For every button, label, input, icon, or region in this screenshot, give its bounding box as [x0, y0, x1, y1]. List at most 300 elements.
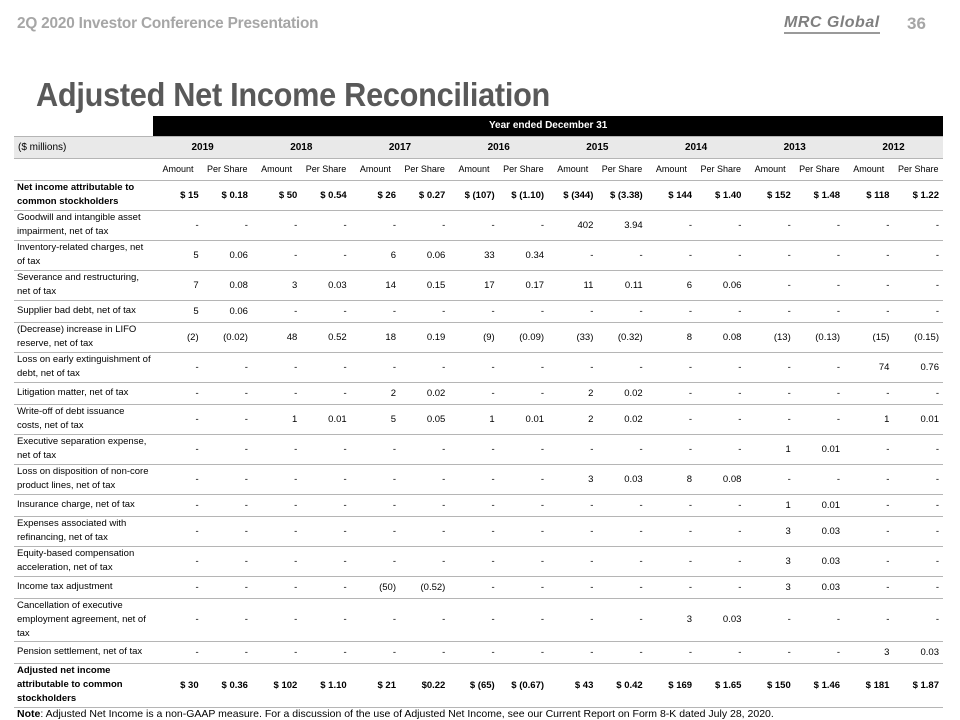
amount-cell: -: [449, 598, 498, 641]
per-share-cell: -: [400, 494, 449, 516]
amount-cell: -: [548, 434, 597, 464]
per-share-cell: 0.76: [893, 352, 943, 382]
row-label: Adjusted net income attributable to common stockholders: [14, 663, 153, 707]
per-share-cell: $ 0.42: [597, 663, 646, 707]
per-share-cell: 0.01: [301, 404, 350, 434]
amount-cell: (50): [351, 576, 400, 598]
amount-cell: -: [252, 516, 301, 546]
per-share-cell: -: [499, 546, 548, 576]
amount-cell: -: [844, 300, 893, 322]
year-header: 2019: [153, 136, 252, 158]
per-share-cell: -: [301, 494, 350, 516]
amount-cell: $ 150: [745, 663, 794, 707]
table-row: [14, 641, 943, 663]
amount-cell: $ 118: [844, 180, 893, 210]
amount-cell: 1: [252, 404, 301, 434]
amount-cell: -: [548, 516, 597, 546]
amount-cell: -: [449, 352, 498, 382]
per-share-cell: -: [400, 210, 449, 240]
per-share-subheader: Per Share: [795, 158, 844, 180]
amount-cell: -: [153, 576, 202, 598]
amount-cell: -: [844, 494, 893, 516]
amount-cell: -: [647, 404, 696, 434]
per-share-cell: -: [893, 494, 943, 516]
per-share-cell: -: [301, 382, 350, 404]
per-share-cell: $ 1.10: [301, 663, 350, 707]
amount-cell: -: [351, 546, 400, 576]
per-share-cell: -: [795, 352, 844, 382]
per-share-cell: 0.06: [203, 240, 252, 270]
per-share-cell: -: [696, 240, 745, 270]
per-share-cell: -: [400, 598, 449, 641]
per-share-cell: -: [203, 352, 252, 382]
amount-cell: (15): [844, 322, 893, 352]
table-row: [14, 434, 943, 464]
per-share-cell: -: [597, 352, 646, 382]
amount-subheader: Amount: [647, 158, 696, 180]
amount-cell: -: [351, 210, 400, 240]
per-share-cell: 0.01: [499, 404, 548, 434]
per-share-cell: -: [696, 494, 745, 516]
amount-subheader: Amount: [252, 158, 301, 180]
table-row: [14, 516, 943, 546]
amount-cell: -: [153, 494, 202, 516]
per-share-cell: -: [597, 516, 646, 546]
per-share-subheader: Per Share: [597, 158, 646, 180]
per-share-cell: -: [597, 576, 646, 598]
amount-cell: -: [449, 382, 498, 404]
amount-cell: 18: [351, 322, 400, 352]
per-share-subheader: Per Share: [696, 158, 745, 180]
amount-subheader: Amount: [449, 158, 498, 180]
row-label: Pension settlement, net of tax: [14, 641, 153, 663]
amount-cell: -: [153, 434, 202, 464]
amount-cell: $ 102: [252, 663, 301, 707]
per-share-cell: -: [400, 516, 449, 546]
amount-cell: -: [745, 210, 794, 240]
per-share-cell: -: [400, 464, 449, 494]
per-share-cell: 0.11: [597, 270, 646, 300]
amount-cell: 6: [351, 240, 400, 270]
per-share-cell: -: [893, 576, 943, 598]
amount-cell: -: [844, 516, 893, 546]
amount-cell: 3: [647, 598, 696, 641]
subheader-row: [14, 158, 943, 180]
per-share-cell: 0.34: [499, 240, 548, 270]
amount-cell: 3: [745, 516, 794, 546]
per-share-cell: $ 1.40: [696, 180, 745, 210]
amount-cell: -: [252, 210, 301, 240]
per-share-cell: -: [499, 352, 548, 382]
amount-cell: -: [745, 598, 794, 641]
amount-cell: -: [252, 464, 301, 494]
per-share-cell: -: [893, 434, 943, 464]
amount-subheader: Amount: [153, 158, 202, 180]
table-row: [14, 270, 943, 300]
per-share-cell: 0.17: [499, 270, 548, 300]
amount-cell: -: [745, 464, 794, 494]
per-share-cell: 0.08: [696, 322, 745, 352]
per-share-cell: -: [400, 434, 449, 464]
per-share-cell: -: [597, 494, 646, 516]
amount-subheader: Amount: [548, 158, 597, 180]
per-share-cell: -: [203, 576, 252, 598]
per-share-cell: $0.22: [400, 663, 449, 707]
per-share-cell: 0.02: [400, 382, 449, 404]
amount-cell: -: [153, 464, 202, 494]
per-share-cell: 0.08: [696, 464, 745, 494]
amount-cell: $ 30: [153, 663, 202, 707]
per-share-cell: -: [400, 300, 449, 322]
amount-cell: -: [548, 240, 597, 270]
amount-cell: -: [548, 576, 597, 598]
per-share-cell: -: [696, 516, 745, 546]
per-share-cell: -: [795, 598, 844, 641]
per-share-subheader: Per Share: [400, 158, 449, 180]
amount-cell: -: [647, 494, 696, 516]
amount-cell: 2: [351, 382, 400, 404]
amount-cell: $ 50: [252, 180, 301, 210]
per-share-cell: $ 1.22: [893, 180, 943, 210]
amount-cell: -: [153, 598, 202, 641]
per-share-cell: -: [203, 598, 252, 641]
amount-cell: -: [745, 352, 794, 382]
per-share-cell: -: [696, 352, 745, 382]
per-share-cell: -: [499, 641, 548, 663]
footnote: [17, 708, 774, 720]
row-label: Supplier bad debt, net of tax: [14, 300, 153, 322]
amount-subheader: Amount: [745, 158, 794, 180]
amount-cell: -: [449, 300, 498, 322]
per-share-cell: -: [795, 270, 844, 300]
amount-cell: $ (344): [548, 180, 597, 210]
amount-cell: -: [351, 434, 400, 464]
per-share-cell: -: [301, 546, 350, 576]
per-share-cell: -: [597, 434, 646, 464]
row-label: Income tax adjustment: [14, 576, 153, 598]
per-share-cell: 0.06: [400, 240, 449, 270]
table-row: [14, 210, 943, 240]
per-share-cell: -: [696, 210, 745, 240]
row-label: Cancellation of executive employment agreement, net of tax: [14, 598, 153, 641]
table-row: [14, 598, 943, 641]
amount-cell: -: [647, 641, 696, 663]
amount-cell: -: [844, 546, 893, 576]
amount-cell: -: [252, 300, 301, 322]
amount-cell: 14: [351, 270, 400, 300]
amount-cell: -: [252, 352, 301, 382]
per-share-cell: -: [893, 270, 943, 300]
amount-cell: (33): [548, 322, 597, 352]
amount-cell: -: [153, 516, 202, 546]
per-share-cell: -: [795, 382, 844, 404]
per-share-cell: -: [795, 404, 844, 434]
amount-cell: -: [252, 598, 301, 641]
row-label: Net income attributable to common stockholders: [14, 180, 153, 210]
per-share-cell: 0.06: [203, 300, 252, 322]
amount-cell: -: [252, 494, 301, 516]
amount-cell: 3: [745, 546, 794, 576]
amount-cell: $ 169: [647, 663, 696, 707]
per-share-cell: -: [893, 546, 943, 576]
per-share-cell: -: [696, 434, 745, 464]
per-share-cell: 0.03: [597, 464, 646, 494]
amount-cell: -: [844, 576, 893, 598]
amount-cell: 1: [745, 434, 794, 464]
table-row: [14, 576, 943, 598]
amount-cell: -: [351, 598, 400, 641]
amount-cell: -: [153, 352, 202, 382]
per-share-cell: -: [301, 240, 350, 270]
amount-cell: -: [351, 352, 400, 382]
per-share-cell: -: [696, 404, 745, 434]
amount-cell: 7: [153, 270, 202, 300]
amount-cell: -: [153, 382, 202, 404]
table-row: [14, 494, 943, 516]
amount-cell: -: [647, 434, 696, 464]
amount-cell: $ 181: [844, 663, 893, 707]
per-share-cell: (0.13): [795, 322, 844, 352]
amount-cell: -: [647, 240, 696, 270]
amount-cell: $ 43: [548, 663, 597, 707]
per-share-cell: -: [400, 546, 449, 576]
per-share-cell: 0.03: [893, 641, 943, 663]
footnote-prefix: Note: [17, 708, 41, 720]
amount-cell: -: [844, 464, 893, 494]
per-share-cell: -: [597, 546, 646, 576]
per-share-cell: $ 0.36: [203, 663, 252, 707]
per-share-cell: -: [499, 516, 548, 546]
per-share-cell: -: [696, 382, 745, 404]
per-share-cell: 0.06: [696, 270, 745, 300]
row-label: Equity-based compensation acceleration, net of tax: [14, 546, 153, 576]
per-share-cell: (0.52): [400, 576, 449, 598]
row-label: Insurance charge, net of tax: [14, 494, 153, 516]
per-share-cell: 0.03: [696, 598, 745, 641]
amount-cell: -: [252, 434, 301, 464]
year-band-row: [14, 116, 943, 136]
amount-cell: -: [449, 641, 498, 663]
per-share-cell: -: [795, 240, 844, 270]
per-share-cell: $ 0.18: [203, 180, 252, 210]
per-share-subheader: Per Share: [499, 158, 548, 180]
year-header: 2016: [449, 136, 548, 158]
unit-label: ($ millions): [14, 136, 153, 158]
per-share-cell: $ 1.46: [795, 663, 844, 707]
amount-cell: -: [844, 382, 893, 404]
page-number: 36: [907, 14, 926, 33]
amount-cell: $ 21: [351, 663, 400, 707]
table-row: [14, 322, 943, 352]
year-header: 2017: [351, 136, 450, 158]
table-row: [14, 663, 943, 707]
per-share-cell: -: [893, 464, 943, 494]
per-share-cell: 0.19: [400, 322, 449, 352]
table-row: [14, 240, 943, 270]
amount-subheader: Amount: [844, 158, 893, 180]
per-share-subheader: Per Share: [893, 158, 943, 180]
year-header-row: [14, 136, 943, 158]
amount-cell: -: [745, 300, 794, 322]
per-share-cell: -: [301, 641, 350, 663]
per-share-cell: $ 1.48: [795, 180, 844, 210]
row-label: Severance and restructuring, net of tax: [14, 270, 153, 300]
amount-cell: -: [647, 352, 696, 382]
per-share-cell: -: [203, 494, 252, 516]
per-share-cell: 0.03: [795, 546, 844, 576]
per-share-cell: -: [795, 300, 844, 322]
per-share-cell: -: [893, 210, 943, 240]
amount-cell: $ (107): [449, 180, 498, 210]
amount-cell: -: [252, 382, 301, 404]
amount-cell: -: [745, 382, 794, 404]
per-share-cell: 0.01: [795, 434, 844, 464]
amount-cell: -: [252, 576, 301, 598]
amount-cell: -: [449, 434, 498, 464]
per-share-cell: -: [499, 210, 548, 240]
amount-cell: $ 26: [351, 180, 400, 210]
per-share-cell: $ 1.65: [696, 663, 745, 707]
per-share-cell: 0.08: [203, 270, 252, 300]
year-header: 2012: [844, 136, 943, 158]
amount-cell: 2: [548, 382, 597, 404]
amount-cell: 17: [449, 270, 498, 300]
amount-cell: 8: [647, 322, 696, 352]
per-share-cell: -: [499, 300, 548, 322]
per-share-cell: -: [301, 598, 350, 641]
page-title: Adjusted Net Income Reconciliation: [36, 76, 551, 113]
amount-cell: 5: [153, 300, 202, 322]
amount-cell: (2): [153, 322, 202, 352]
per-share-cell: -: [795, 641, 844, 663]
per-share-cell: -: [301, 300, 350, 322]
amount-cell: -: [449, 516, 498, 546]
amount-cell: 3: [745, 576, 794, 598]
row-label: Executive separation expense, net of tax: [14, 434, 153, 464]
per-share-cell: $ (1.10): [499, 180, 548, 210]
per-share-cell: 0.03: [795, 576, 844, 598]
amount-cell: -: [647, 300, 696, 322]
amount-cell: -: [548, 494, 597, 516]
per-share-cell: -: [499, 576, 548, 598]
per-share-cell: 0.02: [597, 404, 646, 434]
amount-cell: -: [351, 300, 400, 322]
band-blank-cell: [14, 116, 153, 136]
amount-cell: 5: [351, 404, 400, 434]
amount-cell: -: [153, 210, 202, 240]
per-share-cell: -: [499, 382, 548, 404]
amount-cell: -: [449, 210, 498, 240]
per-share-cell: -: [203, 641, 252, 663]
per-share-cell: -: [301, 210, 350, 240]
table-row: [14, 546, 943, 576]
presentation-title: 2Q 2020 Investor Conference Presentation: [17, 15, 319, 32]
amount-cell: -: [745, 641, 794, 663]
amount-cell: -: [745, 404, 794, 434]
row-label: Litigation matter, net of tax: [14, 382, 153, 404]
per-share-cell: -: [696, 300, 745, 322]
amount-cell: -: [548, 300, 597, 322]
per-share-cell: -: [696, 546, 745, 576]
amount-cell: 74: [844, 352, 893, 382]
table-row: [14, 382, 943, 404]
reconciliation-table: [14, 116, 943, 708]
per-share-cell: -: [893, 382, 943, 404]
amount-cell: $ (65): [449, 663, 498, 707]
amount-cell: -: [548, 546, 597, 576]
per-share-cell: -: [400, 352, 449, 382]
amount-cell: -: [449, 494, 498, 516]
table-row: [14, 300, 943, 322]
amount-cell: 5: [153, 240, 202, 270]
per-share-cell: -: [301, 464, 350, 494]
per-share-cell: -: [203, 382, 252, 404]
row-label: Write-off of debt issuance costs, net of tax: [14, 404, 153, 434]
amount-cell: 1: [745, 494, 794, 516]
per-share-cell: -: [301, 516, 350, 546]
amount-cell: -: [351, 641, 400, 663]
per-share-cell: (0.32): [597, 322, 646, 352]
amount-cell: -: [844, 240, 893, 270]
amount-cell: -: [449, 464, 498, 494]
per-share-cell: (0.15): [893, 322, 943, 352]
per-share-cell: 0.15: [400, 270, 449, 300]
table-row: [14, 180, 943, 210]
amount-cell: 402: [548, 210, 597, 240]
amount-cell: -: [647, 382, 696, 404]
company-logo: MRC Global: [784, 14, 880, 34]
per-share-cell: -: [893, 598, 943, 641]
amount-cell: 3: [844, 641, 893, 663]
amount-cell: 2: [548, 404, 597, 434]
amount-cell: -: [153, 641, 202, 663]
amount-cell: -: [647, 210, 696, 240]
per-share-cell: -: [400, 641, 449, 663]
per-share-cell: -: [301, 434, 350, 464]
amount-cell: -: [844, 598, 893, 641]
amount-cell: 1: [449, 404, 498, 434]
amount-cell: -: [745, 240, 794, 270]
subheader-blank: [14, 158, 153, 180]
table-row: [14, 404, 943, 434]
amount-cell: -: [844, 434, 893, 464]
amount-cell: -: [252, 546, 301, 576]
amount-cell: -: [548, 641, 597, 663]
row-label: Goodwill and intangible asset impairment, net of tax: [14, 210, 153, 240]
per-share-cell: -: [203, 546, 252, 576]
per-share-cell: -: [499, 464, 548, 494]
year-header: 2013: [745, 136, 844, 158]
per-share-cell: -: [203, 434, 252, 464]
per-share-cell: 0.02: [597, 382, 646, 404]
amount-cell: (13): [745, 322, 794, 352]
amount-cell: 1: [844, 404, 893, 434]
per-share-cell: -: [597, 240, 646, 270]
per-share-cell: 0.01: [893, 404, 943, 434]
year-header: 2015: [548, 136, 647, 158]
amount-cell: 11: [548, 270, 597, 300]
per-share-cell: -: [203, 210, 252, 240]
amount-cell: -: [647, 576, 696, 598]
per-share-cell: -: [893, 300, 943, 322]
per-share-cell: -: [203, 516, 252, 546]
per-share-cell: -: [499, 598, 548, 641]
per-share-cell: -: [696, 576, 745, 598]
table-row: [14, 464, 943, 494]
per-share-cell: 3.94: [597, 210, 646, 240]
amount-cell: -: [844, 270, 893, 300]
amount-cell: 48: [252, 322, 301, 352]
